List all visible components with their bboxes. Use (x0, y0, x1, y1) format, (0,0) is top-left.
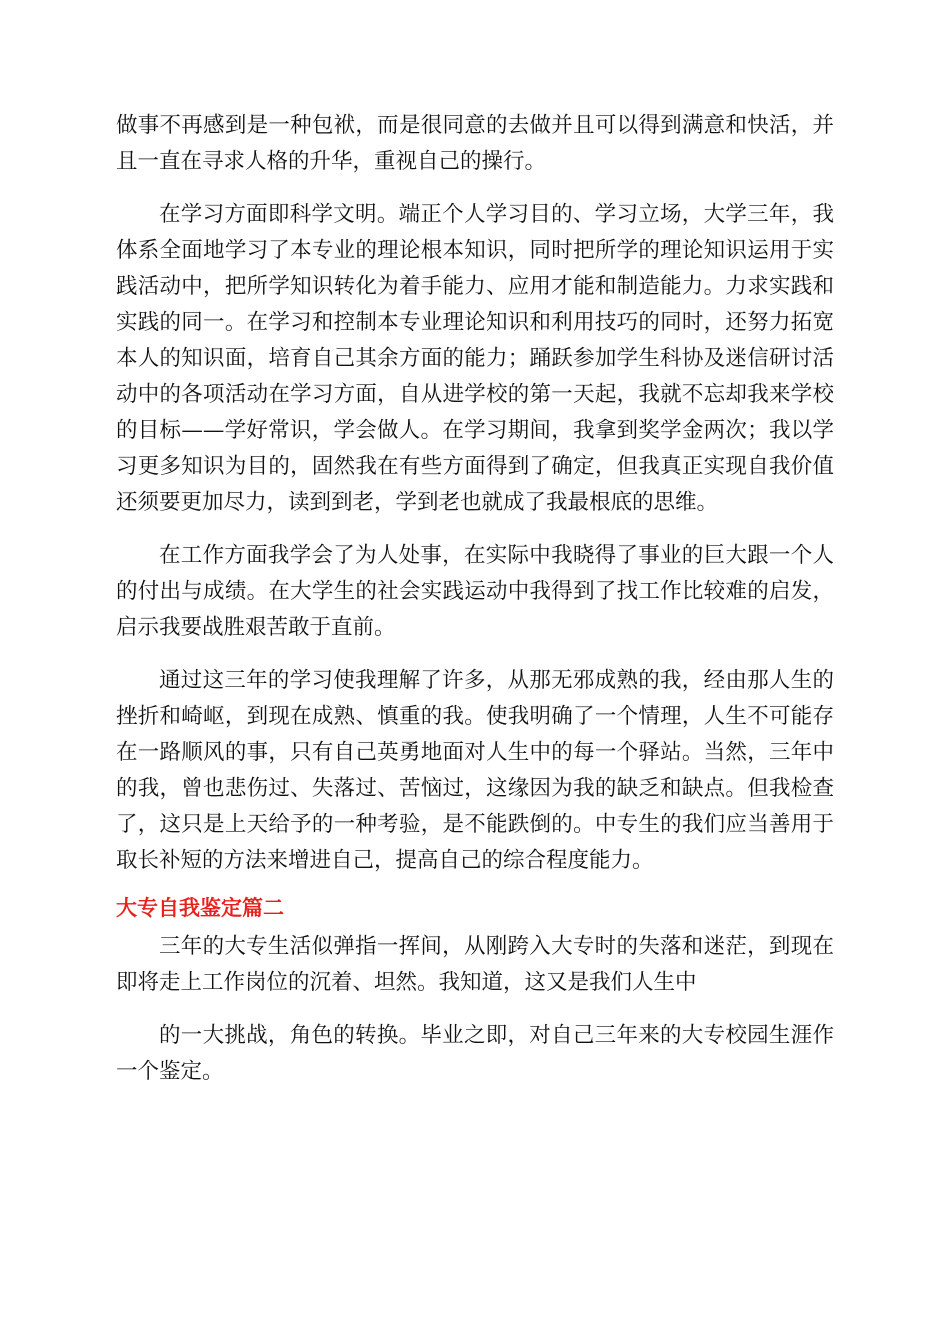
document-page (116, 108, 834, 1107)
section-paragraph-1: 三年的大专生活似弹指一挥间，从刚跨入大专时的失落和迷茫，到现在即将走上工作岗位的沉着、坦然。我知道，这又是我们人生中 (116, 934, 834, 995)
section-paragraph-2: 的一大挑战，角色的转换。毕业之即，对自己三年来的大专校园生涯作一个鉴定。 (116, 1023, 834, 1084)
paragraph-4: 通过这三年的学习使我理解了许多，从那无邪成熟的我，经由那人生的挫折和崎岖，到现在成熟、慎重的我。使我明确了一个情理，人生不可能存在一路顺风的事，只有自己英勇地面对人生中的每一个驿站。当然，三年中的我，曾也悲伤过、失落过、苦恼过，这缘因为我的缺乏和缺点。但我检查了，这只是上天给予的一种考验，是不能跌倒的。中专生的我们应当善用于取长补短的方法来增进自己，提高自己的综合程度能力。 (116, 668, 834, 873)
paragraph-3: 在工作方面我学会了为人处事，在实际中我晓得了事业的巨大跟一个人的付出与成绩。在大学生的社会实践运动中我得到了找工作比较难的启发，启示我要战胜艰苦敢于直前。 (116, 543, 834, 640)
paragraph-2: 在学习方面即科学文明。端正个人学习目的、学习立场，大学三年，我体系全面地学习了本专业的理论根本知识，同时把所学的理论知识运用于实践活动中，把所学知识转化为着手能力、应用才能和制造能力。力求实践和实践的同一。在学习和控制本专业理论知识和利用技巧的同时，还努力拓宽本人的知识面，培育自己其余方面的能力；踊跃参加学生科协及迷信研讨活动中的各项活动在学习方面，自从进学校的第一天起，我就不忘却我来学校的目标——学好常识，学会做人。在学习期间，我拿到奖学金两次；我以学习更多知识为目的，固然我在有些方面得到了确定，但我真正实现自我价值还须要更加尽力，读到到老，学到老也就成了我最根底的思维。 (116, 202, 834, 515)
paragraph-1: 做事不再感到是一种包袱，而是很同意的去做并且可以得到满意和快活，并且一直在寻求人格的升华，重视自己的操行。 (116, 113, 834, 174)
section-heading: 大专自我鉴定篇二 (116, 896, 284, 920)
